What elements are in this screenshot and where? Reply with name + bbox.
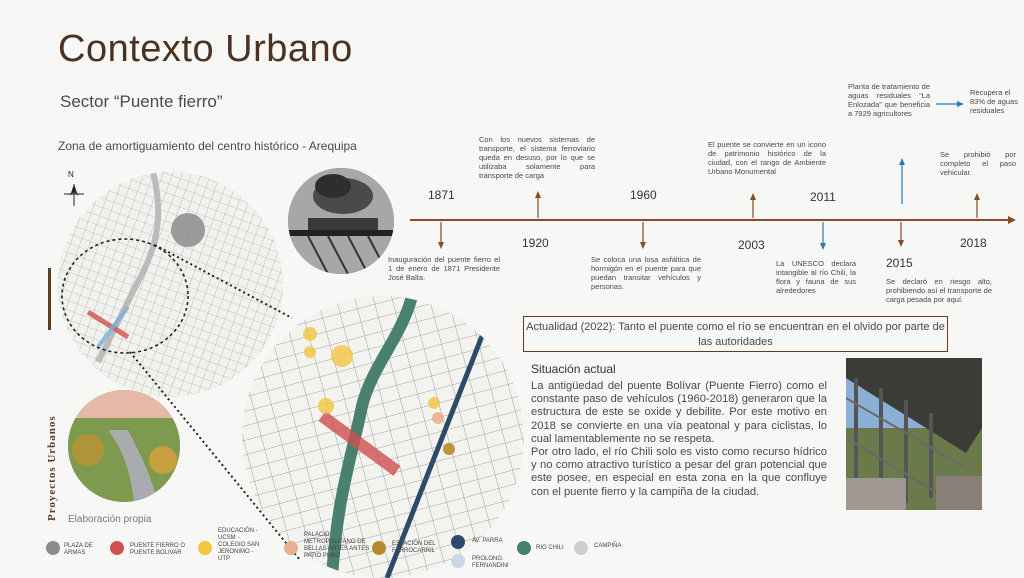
- legend-label: EDUCACIÓN - UCSM - COLEGIO SAN JERONIMO - UTP: [218, 528, 260, 562]
- year-1960: 1960: [630, 188, 657, 202]
- legend-label: PROLONG. FERNANDINI: [472, 556, 509, 569]
- year-2018: 2018: [960, 236, 987, 250]
- event-2015-riesgo: Se declaró en riesgo alto, prohibiendo así el transporte de carga pesada por aquí.: [886, 277, 992, 304]
- legend-swatch: [517, 541, 531, 555]
- actualidad-callout: Actualidad (2022): Tanto el puente como el río se encuentran en el olvido por parte de las autoridades: [523, 316, 948, 352]
- year-2015: 2015: [886, 256, 913, 270]
- legend-label: AV. PARRA: [472, 538, 503, 544]
- event-1871: Inauguración del puente fierro el 1 de enero de 1871 Presidente José Balta.: [388, 255, 500, 282]
- legend-label: PLAZA DE ARMAS: [64, 543, 93, 556]
- image-credit: Elaboración propia: [68, 514, 152, 525]
- legend-swatch: [372, 541, 386, 555]
- legend-swatch: [451, 554, 465, 568]
- event-1920: Con los nuevos sistemas de transporte, el sistema ferroviario queda en desuso, por lo que se utilizaba solamente para transporte de carga: [479, 135, 595, 180]
- year-1920: 1920: [522, 236, 549, 250]
- event-1960: Se coloca una losa asfáltica de hormigón en el puente para que puedan transitar vehículos y personas.: [591, 255, 701, 291]
- situacion-title: Situación actual: [531, 362, 616, 376]
- legend-swatch: [284, 541, 298, 555]
- legend-label: PUENTE FIERRO O PUENTE BOLIVAR: [130, 543, 186, 556]
- side-vertical-label: Proyectos Urbanos: [46, 415, 58, 521]
- legend-swatch: [198, 541, 212, 555]
- legend-label: CAMPIÑA: [594, 543, 622, 549]
- legend-swatch: [574, 541, 588, 555]
- page-subtitle: Sector “Puente fierro”: [60, 92, 223, 111]
- legend-swatch: [451, 535, 465, 549]
- legend-label: RIO CHILI: [536, 545, 564, 551]
- event-2018: Se prohibió por completo el paso vehicular.: [940, 150, 1016, 177]
- situacion-paragraph-1: La antigüedad del puente Bolívar (Puente Fierro) como el constante paso de vehículos (1960-2018) generaron que la estructura de este se oxide y debilite. Por este motivo en 2018 se convierte en una vía peatonal y para ciclistas, lo cual lamentablemente no se respeta.: [531, 380, 827, 445]
- legend-label: ESTACIÓN DEL FERROCARRIL: [392, 541, 436, 554]
- event-2011: La UNESCO declara intangible al río Chili, la flora y fauna de sus alrededores: [776, 259, 856, 295]
- north-label: N: [68, 170, 74, 179]
- event-recupera: Recupera el 83% de aguas residuales: [970, 88, 1018, 115]
- year-2011: 2011: [810, 190, 836, 204]
- legend-swatch: [46, 541, 60, 555]
- page-title: Contexto Urbano: [58, 28, 353, 70]
- event-2003: El puente se convierte en un icono de patrimonio histórico de la ciudad, con el rango de Ambiente Urbano Monumental: [708, 140, 826, 176]
- zone-caption: Zona de amortiguamiento del centro histórico - Arequipa: [58, 139, 357, 153]
- legend-label: PALACIO METROPOLITANO DE BELLAS ARTES ANTES PATIO PUNO: [304, 532, 370, 559]
- situacion-body: [531, 380, 827, 499]
- bridge-current-photo: [846, 358, 982, 510]
- event-2015-planta: Planta de tratamiento de aguas residuales “La Enlozada” que beneficia a 7929 agricultores: [848, 82, 930, 118]
- year-1871: 1871: [428, 188, 455, 202]
- legend-swatch: [110, 541, 124, 555]
- year-2003: 2003: [738, 238, 765, 252]
- situacion-paragraph-2: Por otro lado, el río Chili solo es visto como recurso hídrico y no como atractivo turístico a pesar del gran potencial que este posee, en especial en esta zona en la que confluye con el puente fierro y la campiña de la ciudad.: [531, 446, 827, 498]
